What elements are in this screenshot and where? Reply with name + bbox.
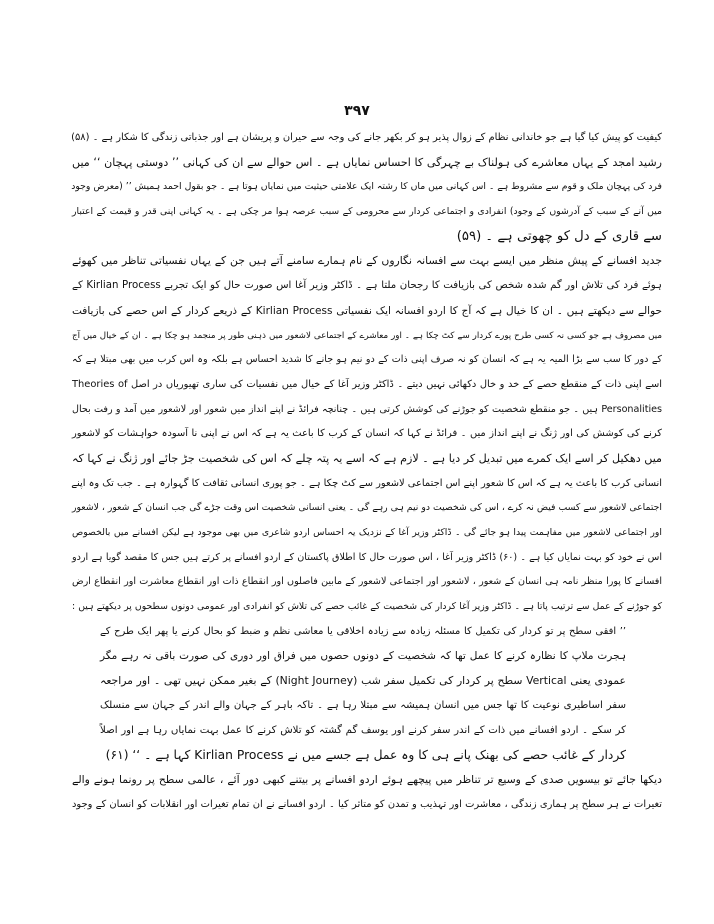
text-line: حوالے سے دیکھتے ہیں ۔ ان کا خیال ہے کہ آج کا اردو افسانہ ایک نفسیاتی Kirlian Process کے ذریعے کردار کے اس حصے کی بازیافت <box>72 304 663 317</box>
text-line: میں دھکیل کر اسے ایک کمرے میں تبدیل کر دیا ہے ۔ لازم ہے کہ اسے یہ پتہ چلے کہ اس کی شخصیت جڑ جائے اور ژنگ نے کہا کہ <box>72 451 662 465</box>
text-line: کے دور کا سب سے بڑا المیہ یہ ہے کہ انسان کو نہ صرف اپنی ذات کے دو نیم ہو جانے کا شدید احساس ہے بلکہ وہ اس کرب میں بھی مبتلا ہے کہ <box>72 354 662 366</box>
text-line: سے قاری کے دل کو چھوتی ہے ۔ (۵۹) <box>456 228 662 244</box>
text-line: میں مصروف ہے جو کسی نہ کسی طرح پورے کردار سے کٹ چکا ہے ۔ اور معاشرے کے اجتماعی لاشعور میں ذہنی طور پر منجمد ہو چکا ہے ۔ ان کے خیال میں آج <box>72 330 662 341</box>
text-line: رشید امجد کے یہاں معاشرے کی ہولناک بے چہرگی کا احساس نمایاں ہے ۔ اس حوالے سے ان کی کہانی ’’ دوستی پہچان ‘‘ میں <box>72 155 662 169</box>
quote-line: ’’ افقی سطح پر تو کردار کی تکمیل کا مسئلہ زیادہ سے زیادہ اخلاقی یا معاشی نظم و ضبط کو بحال کرنے یا پھر ایک طرح کے <box>100 625 626 637</box>
text-line: کرنے کی کوشش کی اور ژنگ نے اپنے انداز میں ۔ فرائڈ نے کہا کہ انسان کے کرب کا باعث یہ ہے کہ اس نے اپنی نا آسودہ خواہشات کو لاشعور <box>72 428 662 440</box>
text-line: کو جوڑنے کے عمل سے ترتیب پاتا ہے ۔ ڈاکٹر وزیر آغا کردار کی شخصیت کے غائب حصے کی تلاش کو انفرادی اور عمومی دونوں سطحوں پر دیکھتے ہیں : <box>72 601 662 613</box>
text-line: فرد کی پہچان ملک و قوم سے مشروط ہے ۔ اس کہانی میں ماں کا رشتہ ایک علامتی حیثیت میں نمایاں ہوتا ہے ۔ جو بقول احمد ہمیش ’’ (معرض وجود <box>71 181 662 193</box>
quote-line: ہجرت ملاپ کا نظارہ کرنے کا عمل تھا کہ شخصیت کے دونوں حصوں میں فراق اور دوری کی صورت باقی نہ رہے مگر <box>100 650 626 663</box>
body-text <box>72 126 662 817</box>
text-line: انسانی کرب کا باعث یہ ہے کہ اس کا شعور اپنے اس اجتماعی لاشعور سے کٹ چکا ہے ۔ جو پوری انسانی ثقافت کا گہوارہ ہے ۔ جب تک وہ اپنے <box>71 477 662 489</box>
text-line: اجتماعی لاشعور سے کسب فیض نہ کرے ، اس کی شخصیت دو نیم ہی رہے گی ۔ یعنی انسانی شخصیت اس وقت جڑے گی جب انسان کے شعور ، لاشعور <box>72 502 662 514</box>
text-line: اسے اپنی ذات کے منقطع حصے کے خد و خال دکھائی نہیں دیتے ۔ ڈاکٹر وزیر آغا کے خیال میں نفسیات کی ساری تھیوریاں در اصل Theories of <box>72 378 662 390</box>
text-line: افسانے کا پورا منظر نامہ ہی انسان کے شعور ، لاشعور اور اجتماعی لاشعور کے مابین فاصلوں اور انقطاع ذات اور انقطاع معاشرت اور انقطاع ارض <box>72 576 662 588</box>
page-number: ۳۹۷ <box>344 103 370 119</box>
text-line: جدید افسانے کے پیش منظر میں ایسے بہت سے افسانہ نگاروں کے نام ہمارے سامنے آتے ہیں جن کے یہاں نفسیاتی تناظر میں کھوئے <box>72 254 662 268</box>
text-line: کیفیت کو پیش کیا گیا ہے جو خاندانی نظام کے زوال پذیر ہو کر بکھر جانے کی وجہ سے حیران و پریشان ہے اور جذباتی زندگی کا شکار ہے ۔ (۵۸) <box>71 132 662 143</box>
quote-line: عمودی یعنی Vertical سطح پر کردار کی تکمیل سفر شب (Night Journey) کے بغیر ممکن نہیں تھی ۔ اور مراجعہ <box>100 674 626 688</box>
quote-line: کردار کے غائب حصے کی بھنک پانے ہی کا وہ عمل ہے جسے میں نے Kirlian Process کہا ہے ۔ ‘‘ (۶۱) <box>105 748 626 763</box>
quote-line: کر سکے ۔ اردو افسانے میں ذات کے اندر سفر کرنے اور یوسف گم گشتہ کو تلاش کرنے کا عمل بہت نمایاں رہا ہے اور اصلاً <box>100 724 626 736</box>
text-line: میں آنے کے سبب کے آدرشوں کے وجود) انفرادی و اجتماعی کردار سے محرومی کے سبب عرصہ ہوا مر چکی ہے ۔ یہ کہانی اپنی قدر و قیمت کے اعتبار <box>72 206 662 218</box>
text-line: اس نے خود کو بہت نمایاں کیا ہے ۔ (۶۰) ڈاکٹر وزیر آغا ، اس صورت حال کا اطلاق پاکستان کے اردو افسانے پر کرتے ہیں جس کا مقصد گویا ہے اردو <box>72 551 663 563</box>
text-line: ہوئے فرد کی تلاش اور گم شدہ شخص کی بازیافت کا رجحان ملتا ہے ۔ ڈاکٹر وزیر آغا اس صورت حال کو ایک تجربے Kirlian Process کے <box>72 280 663 292</box>
text-line: تغیرات نے ہر سطح پر ہماری زندگی ، معاشرت اور تہذیب و تمدن کو متاثر کیا ۔ اردو افسانے نے ان تمام تغیرات اور انقلابات کو انسان کے وجود <box>72 798 662 810</box>
text-line: اور اجتماعی لاشعور میں مفاہمت پیدا ہو جائے گی ۔ ڈاکٹر وزیر آغا کے نزدیک یہ احساس اردو شاعری میں بھی موجود ہے لیکن افسانے میں بالخصوص <box>72 527 662 538</box>
quote-line: سفر اساطیری نوعیت کا تھا جس میں انسان ہمیشہ سے مبتلا رہا ہے ۔ تاکہ باہر کے جہان والے اندر کے جہان سے منسلک <box>100 699 626 711</box>
text-line: Personalities ہیں ۔ جو منقطع شخصیت کو جوڑنے کی کوشش کرتی ہیں ۔ چنانچہ فرائڈ نے اپنے انداز میں شعور اور لاشعور میں آمد و رفت بحال <box>72 403 662 415</box>
text-line: دیکھا جائے تو بیسویں صدی کے وسیع تر تناظر میں پیچھے ہوئے اردو افسانے پر بیتنے کبھی دور آئے ، عالمی سطح پر رونما ہونے والے <box>72 772 662 786</box>
